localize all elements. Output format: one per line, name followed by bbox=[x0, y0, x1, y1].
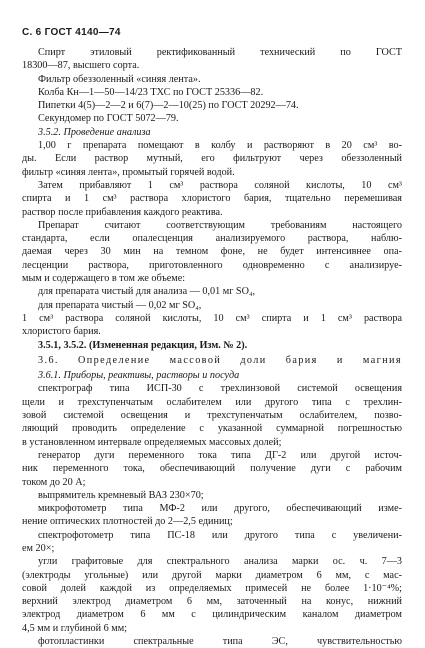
section-heading: 3.6. Определение массовой доли бария и магния bbox=[38, 354, 402, 366]
document-body bbox=[22, 46, 402, 648]
text-line: совой долей каждой из определяемых примесей не более 1·10⁻⁴%; bbox=[22, 582, 402, 594]
text-line: щели и трехступенчатым ослабителем или другого типа с трехлин- bbox=[22, 396, 402, 408]
text-line: электрод диаметром 6 мм с цилиндрическим каналом диаметром bbox=[22, 609, 402, 621]
section-heading: 3.5.2. Проведение анализа bbox=[38, 126, 151, 138]
text-line: микрофотометр типа МФ-2 или другого, обеспечивающий изме- bbox=[38, 503, 402, 515]
subsection-heading: 3.6.1. Приборы, реактивы, растворы и посуда bbox=[38, 370, 240, 382]
text-line: раствор после прибавления каждого реактива. bbox=[22, 206, 223, 218]
text-line: спектрограф типа ИСП-30 с трехлинзовой системой освещения bbox=[38, 383, 402, 395]
text-line: Фильтр обеззоленный «синяя лента». bbox=[38, 73, 201, 85]
text-line: хлористого бария. bbox=[22, 326, 101, 338]
text-line: зовой системой освещения и трехступенчатым ослабителем, позво- bbox=[22, 410, 402, 422]
text-line: верхний электрод диаметром 6 мм, заточенный на конус, нижний bbox=[22, 596, 402, 608]
text-line: для препарата чистый — 0,02 мг SO₄, bbox=[38, 299, 202, 311]
text-line: 4,5 мм и глубиной 6 мм; bbox=[22, 622, 127, 634]
text-line: фильтр «синяя лента», промытый горячей водой. bbox=[22, 166, 235, 178]
text-line: лесценции раствора, приготовленного одновременно с анализируе- bbox=[22, 259, 402, 271]
text-line: ды. Если раствор мутный, его фильтруют через обеззоленный bbox=[22, 153, 402, 165]
text-line: Секундомер по ГОСТ 5072—79. bbox=[38, 113, 179, 125]
text-line: Затем прибавляют 1 см³ раствора соляной кислоты, 10 см³ bbox=[38, 179, 402, 191]
text-line: для препарата чистый для анализа — 0,01 мг SO₄, bbox=[38, 286, 256, 298]
text-line: спектрофотометр типа ПС-18 или другого типа с увеличени- bbox=[38, 529, 402, 541]
text-line: выпрямитель кремневый ВАЗ 230×70; bbox=[38, 489, 204, 501]
text-line: угли графитовые для спектрального анализа марки ос. ч. 7—3 bbox=[38, 556, 402, 568]
text-line: нение оптических плотностей до 2—2,5 единиц; bbox=[22, 516, 233, 528]
amendment-note: 3.5.1, 3.5.2. (Измененная редакция, Изм. № 2). bbox=[38, 339, 248, 351]
text-line: Спирт этиловый ректификованный технический по ГОСТ bbox=[38, 47, 402, 58]
text-line: ем 20×; bbox=[22, 542, 55, 554]
text-line: спирта и 1 см³ раствора хлористого бария, тщательно перемешивая bbox=[22, 193, 402, 205]
text-line: даемая через 30 мин на темном фоне, не будет интенсивнее опа- bbox=[22, 246, 402, 258]
text-line: в установленном интервале определяемых массовых долей; bbox=[22, 436, 282, 448]
text-line: током до 20 А; bbox=[22, 476, 86, 488]
text-line: стандарта, если опалесценция анализируемого раствора, наблю- bbox=[22, 233, 402, 245]
text-line: (электроды угольные) или другой марки диаметром 6 мм, с мас- bbox=[22, 569, 402, 581]
text-line: ник переменного тока, обеспечивающий получение дуги с рабочим bbox=[22, 463, 402, 475]
text-line: 1 см³ раствора соляной кислоты, 10 см³ спирта и 1 см³ раствора bbox=[22, 312, 402, 324]
text-line: ляющий проводить определение с указанной суммарной погрешностью bbox=[22, 423, 402, 435]
text-line: 18300—87, высшего сорта. bbox=[22, 60, 140, 72]
text-line: Колба Кн—1—50—14/23 ТХС по ГОСТ 25336—82. bbox=[38, 86, 264, 98]
text-line: мым и содержащего в том же объеме: bbox=[22, 273, 186, 285]
text-line: Пипетки 4(5)—2—2 и 6(7)—2—10(25) по ГОСТ 20292—74. bbox=[38, 100, 299, 112]
text-line: фотопластинки спектральные типа ЭС, чувствительностью bbox=[38, 636, 402, 648]
text-line: Препарат считают соответствующим требованиям настоящего bbox=[38, 219, 402, 231]
text-line: генератор дуги переменного тока типа ДГ-2 или другой источ- bbox=[38, 449, 402, 461]
text-line: 1,00 г препарата помещают в колбу и растворяют в 20 см³ во- bbox=[38, 140, 402, 152]
page-header: С. 6 ГОСТ 4140—74 bbox=[22, 27, 121, 38]
